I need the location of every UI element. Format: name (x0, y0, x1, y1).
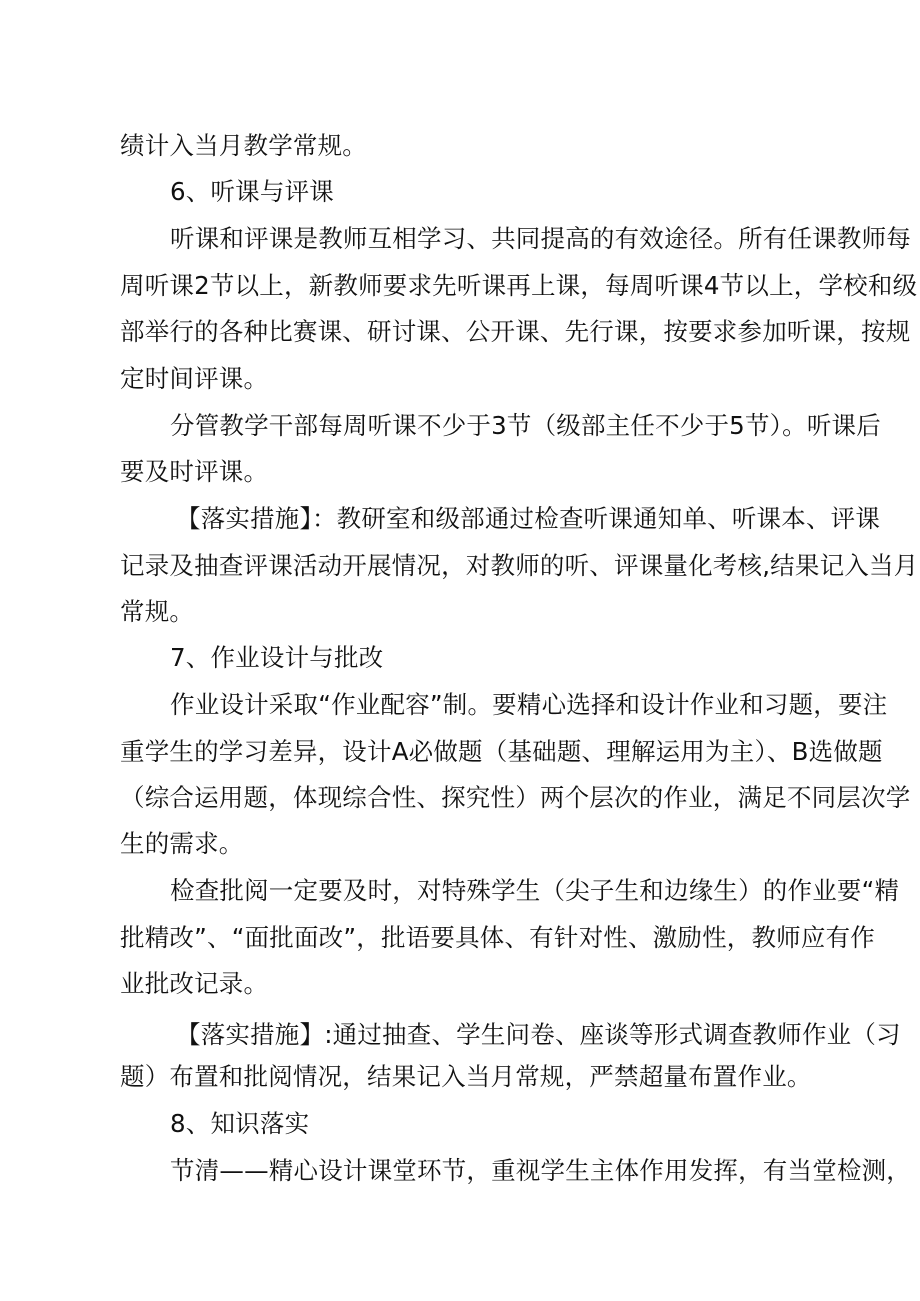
paragraph-line: 题）布置和批阅情况，结果记入当月常规，严禁超量布置作业。 (120, 1062, 812, 1091)
paragraph-line: 生的需求。 (120, 829, 244, 858)
paragraph-line: 部举行的各种比赛课、研讨课、公开课、先行课，按要求参加听课，按规 (120, 317, 911, 346)
section-heading: 6、听课与评课 (170, 177, 334, 206)
paragraph-line: 节清——精心设计课堂环节，重视学生主体作用发挥，有当堂检测， (170, 1156, 911, 1185)
paragraph-line: 作业设计采取“作业配容”制。要精心选择和设计作业和习题，要注 (170, 690, 888, 719)
paragraph-line: 定时间评课。 (120, 364, 269, 393)
paragraph-line: 重学生的学习差异，设计A必做题（基础题、理解运用为主）、B选做题 (120, 737, 883, 766)
paragraph-line: 记录及抽查评课活动开展情况，对教师的听、评课量化考核,结果记入当月 (120, 551, 919, 580)
paragraph-line: （综合运用题，体现综合性、探究性）两个层次的作业，满足不同层次学 (120, 783, 911, 812)
section-heading: 8、知识落实 (170, 1109, 310, 1138)
paragraph-line: 绩计入当月教学常规。 (120, 131, 367, 160)
paragraph-line: 检查批阅一定要及时，对特殊学生（尖子生和边缘生）的作业要“精 (170, 876, 900, 905)
section-heading: 7、作业设计与批改 (170, 643, 384, 672)
paragraph-line: 要及时评课。 (120, 457, 269, 486)
paragraph-line: 批精改”、“面批面改”，批语要具体、有针对性、激励性，教师应有作 (120, 923, 875, 952)
paragraph-line: 常规。 (120, 597, 195, 626)
paragraph-line: 周听课2节以上，新教师要求先听课再上课，每周听课4节以上，学校和级 (120, 271, 918, 300)
paragraph-line: 听课和评课是教师互相学习、共同提高的有效途径。所有任课教师每 (170, 224, 911, 253)
paragraph-line: 业批改记录。 (120, 969, 269, 998)
paragraph-line: 分管教学干部每周听课不少于3节（级部主任不少于5节）。听课后 (170, 411, 881, 440)
measures-line: 【落实措施】:通过抽查、学生问卷、座谈等形式调查教师作业（习 (176, 1020, 901, 1049)
measures-line: 【落实措施】：教研室和级部通过检查听课通知单、听课本、评课 (176, 504, 881, 533)
